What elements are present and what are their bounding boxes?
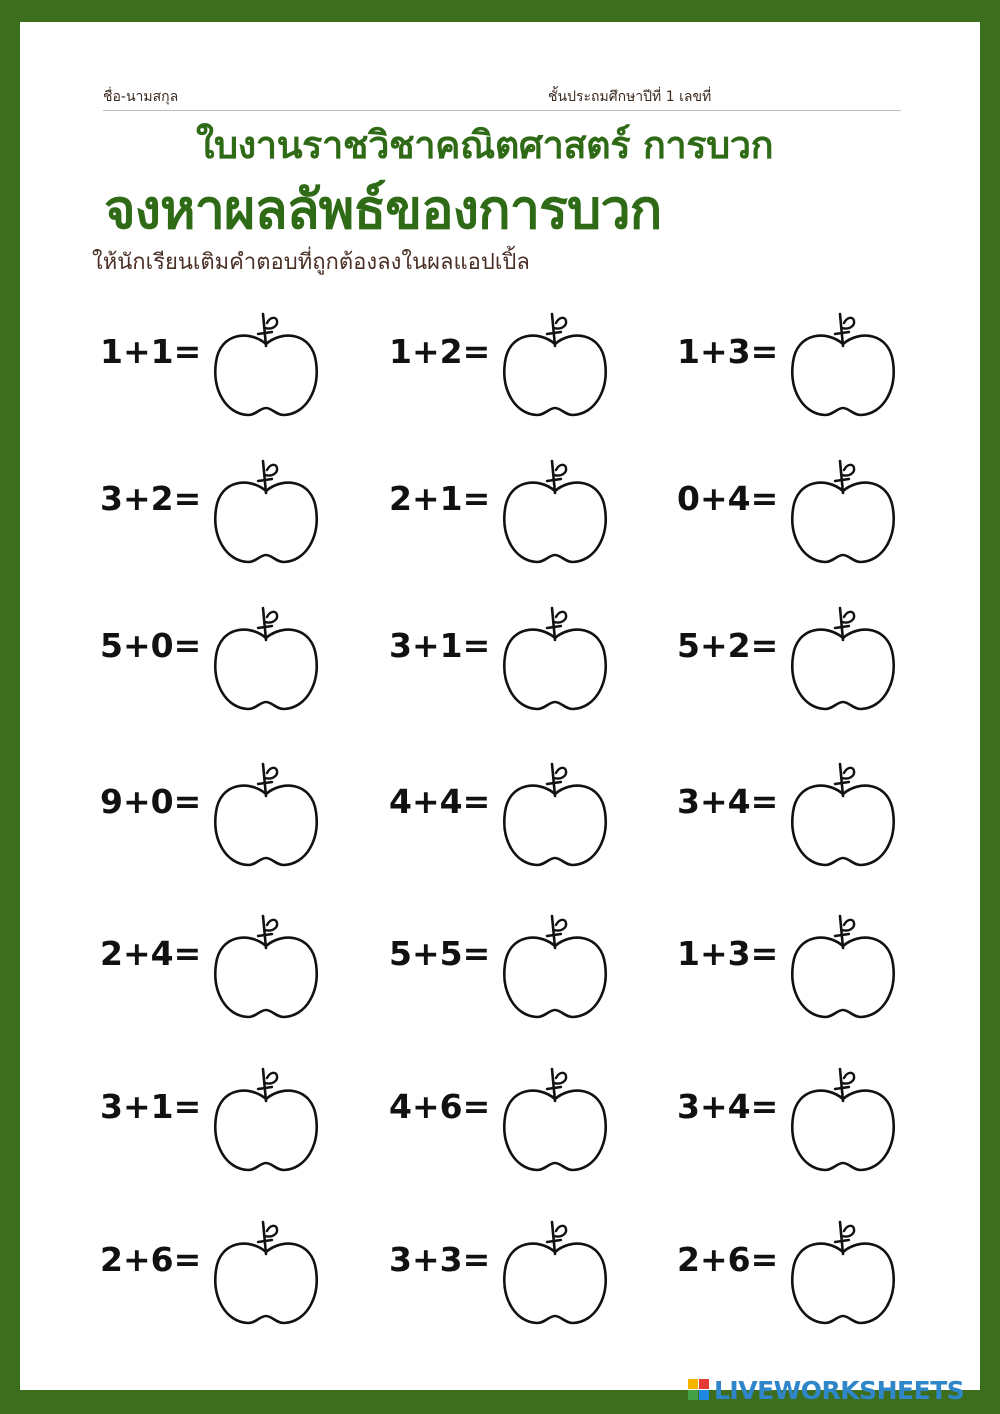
liveworksheets-icon (688, 1379, 710, 1401)
apple-icon[interactable] (499, 1218, 611, 1330)
equation-text: 3+4= (677, 782, 779, 821)
problem-item (389, 604, 689, 724)
apple-icon[interactable] (499, 457, 611, 569)
apple-icon[interactable] (787, 1218, 899, 1330)
problem-item (100, 912, 400, 1032)
problem-item (677, 457, 977, 577)
apple-icon[interactable] (210, 457, 322, 569)
name-label: ชื่อ-นามสกุล (103, 89, 179, 105)
apple-icon[interactable] (210, 912, 322, 1024)
apple-icon[interactable] (787, 1065, 899, 1177)
apple-icon[interactable] (787, 604, 899, 716)
equation-text: 2+6= (677, 1240, 779, 1279)
problem-item (389, 912, 689, 1032)
instruction-text: ให้นักเรียนเติมคำตอบที่ถูกต้องลงในผลแอปเปิ้ล (92, 250, 530, 275)
equation-text: 9+0= (100, 782, 202, 821)
apple-icon[interactable] (210, 760, 322, 872)
equation-text: 1+3= (677, 934, 779, 973)
equation-text: 1+2= (389, 332, 491, 371)
problem-item (389, 310, 689, 430)
problem-item (677, 604, 977, 724)
apple-icon[interactable] (499, 310, 611, 422)
apple-icon[interactable] (787, 760, 899, 872)
apple-icon[interactable] (210, 1218, 322, 1330)
problem-item (389, 1065, 689, 1185)
problem-item (389, 760, 689, 880)
apple-icon[interactable] (499, 912, 611, 1024)
problem-item (677, 1065, 977, 1185)
class-label: ชั้นประถมศึกษาปีที่ 1 เลขที่ (548, 89, 712, 105)
equation-text: 4+6= (389, 1087, 491, 1126)
equation-text: 2+6= (100, 1240, 202, 1279)
equation-text: 3+2= (100, 479, 202, 518)
worksheet-subtitle: จงหาผลลัพธ์ของการบวก (104, 178, 662, 241)
problem-item (677, 912, 977, 1032)
apple-icon[interactable] (499, 760, 611, 872)
apple-icon[interactable] (210, 310, 322, 422)
problem-item (389, 457, 689, 577)
problem-item (100, 1065, 400, 1185)
header-rule (103, 110, 901, 111)
problem-item (677, 310, 977, 430)
problem-item (100, 604, 400, 724)
equation-text: 2+4= (100, 934, 202, 973)
equation-text: 5+2= (677, 626, 779, 665)
problem-item (677, 760, 977, 880)
problem-item (100, 1218, 400, 1338)
equation-text: 1+3= (677, 332, 779, 371)
apple-icon[interactable] (499, 1065, 611, 1177)
apple-icon[interactable] (210, 1065, 322, 1177)
worksheet-title: ใบงานราชวิชาคณิตศาสตร์ การบวก (196, 123, 774, 167)
equation-text: 2+1= (389, 479, 491, 518)
apple-icon[interactable] (787, 912, 899, 1024)
problem-item (100, 310, 400, 430)
equation-text: 5+5= (389, 934, 491, 973)
brand-name: LIVEWORKSHEETS (714, 1375, 965, 1405)
equation-text: 3+4= (677, 1087, 779, 1126)
worksheet-page (20, 22, 980, 1390)
equation-text: 4+4= (389, 782, 491, 821)
problem-item (100, 760, 400, 880)
equation-text: 3+1= (100, 1087, 202, 1126)
liveworksheets-logo (688, 1375, 964, 1405)
apple-icon[interactable] (499, 604, 611, 716)
problem-item (100, 457, 400, 577)
equation-text: 3+3= (389, 1240, 491, 1279)
problem-item (389, 1218, 689, 1338)
equation-text: 3+1= (389, 626, 491, 665)
equation-text: 0+4= (677, 479, 779, 518)
problem-item (677, 1218, 977, 1338)
apple-icon[interactable] (787, 310, 899, 422)
apple-icon[interactable] (210, 604, 322, 716)
equation-text: 1+1= (100, 332, 202, 371)
apple-icon[interactable] (787, 457, 899, 569)
equation-text: 5+0= (100, 626, 202, 665)
